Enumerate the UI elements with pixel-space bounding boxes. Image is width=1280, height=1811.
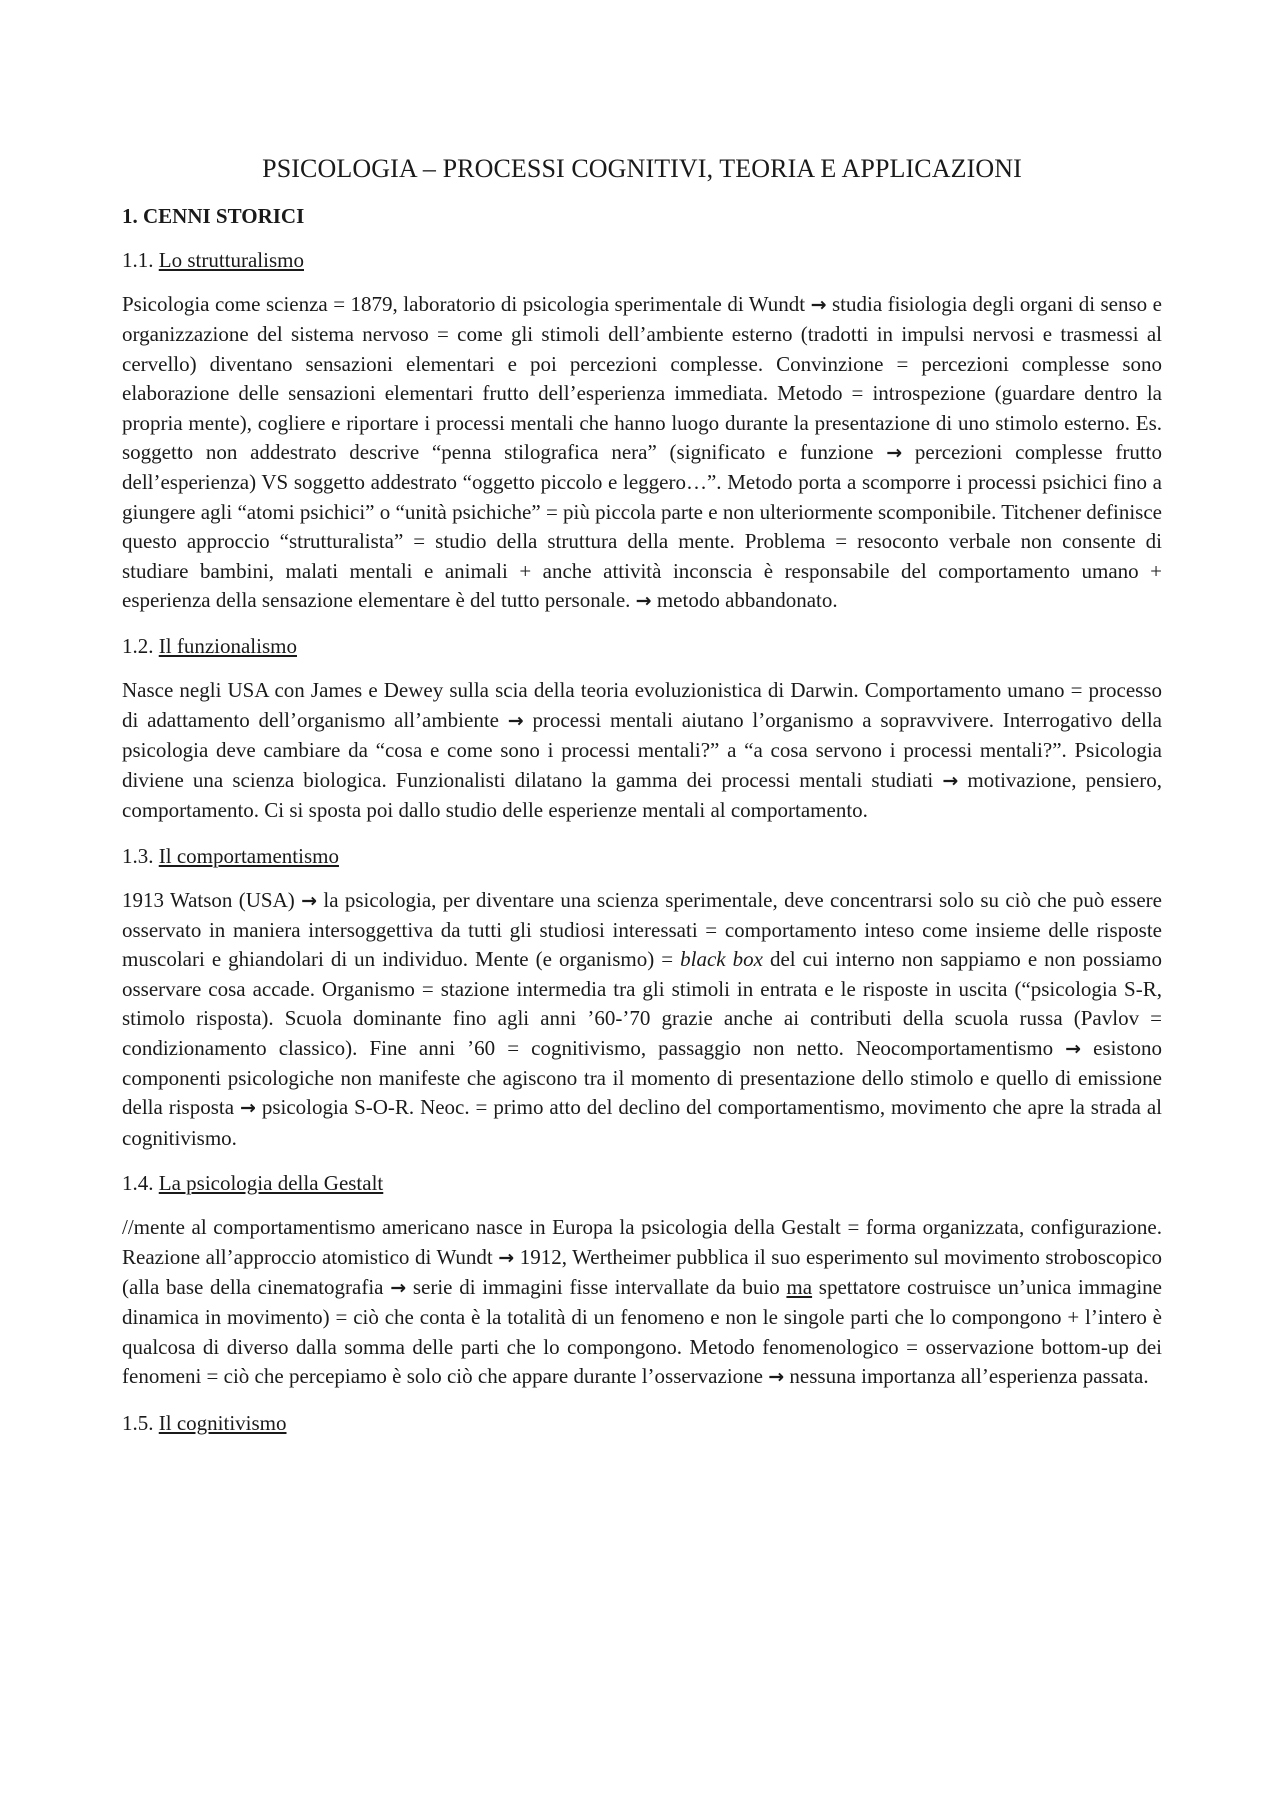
arrow-icon: → (498, 1246, 515, 1269)
paragraph-text: la psicologia, per diventare una scienza sperimentale, deve concentrarsi solo su ciò che può essere osservato in maniera intersoggettiva da tutti gli studiosi interessati = comportamento inteso come insieme delle risposte muscolari e ghiandolari di un individuo. Mente (e organismo) = (122, 887, 1162, 972)
section-heading-1-5 (122, 1409, 1162, 1437)
paragraph-text: motivazione, pensiero, comportamento. Ci si sposta poi dallo studio delle esperienze mentali al comportamento. (122, 767, 1162, 823)
section-number: 1.1. (122, 248, 154, 272)
paragraph-text: serie di immagini fisse intervallate da buio (406, 1274, 787, 1299)
paragraph-text: processi mentali aiutano l’organismo a sopravvivere. Interrogativo della psicologia deve cambiare da “cosa e come sono i processi mentali?” a “a cosa servono i processi mentali?”. Psicologia diviene una scienza biologica. Funzionalisti dilatano la gamma dei processi mentali studiati (122, 707, 1162, 792)
section-number: 1.2. (122, 634, 154, 659)
section-heading-1-2 (122, 632, 1162, 660)
document-content (122, 152, 1162, 1453)
paragraph-text: percezioni complesse frutto dell’esperienza) VS soggetto addestrato “oggetto piccolo e leggero…”. Metodo porta a scomporre i processi psichici fino a giungere agli “atomi psichici” o “unità psichiche” = più piccola parte e non ulteriormente scomponibile. Titchener definisce questo approccio “strutturalista” = studio della struttura della mente. Problema = resoconto verbale non consente di studiare bambini, malati mentali e animali + anche attività inconscia è responsabile del comportamento umano + esperienza della sensazione elementare è del tutto personale. (122, 440, 1163, 613)
section-title: Il cognitivismo (158, 1410, 287, 1435)
paragraph-text: esistono componenti psicologiche non manifeste che agiscono tra il momento di presentazione dello stimolo e quello di emissione della risposta (122, 1035, 1162, 1120)
paragraph-text: metodo abbandonato. (651, 588, 838, 613)
section-heading-1-3 (122, 842, 1162, 870)
paragraph-text: studia fisiologia degli organi di senso e organizzazione del sistema nervoso = come gli stimoli dell’ambiente esterno (tradotti in impulsi nervosi e trasmessi al cervello) diventano sensazioni elementari e poi percezioni complesse. Convinzione = percezioni complesse sono elaborazione delle sensazioni elementari frutto dell’esperienza immediata. Metodo = introspezione (guardare dentro la propria mente), cogliere e riportare i processi mentali che hanno luogo durante la presentazione di uno stimolo esterno. Es. soggetto non addestrato descrive “penna stilografica nera” (significato e funzione (122, 292, 1162, 465)
section-paragraph-1-2 (122, 676, 1162, 825)
paragraph-text: Psicologia come scienza = 1879, laboratorio di psicologia sperimentale di Wundt (122, 292, 811, 316)
arrow-icon: → (507, 709, 524, 732)
section-title: La psicologia della Gestalt (158, 1171, 384, 1196)
section-title: Il funzionalismo (158, 634, 297, 659)
paragraph-text: psicologia S-O-R. Neoc. = primo atto del declino del comportamentismo, movimento che apre la strada al cognitivismo. (122, 1095, 1162, 1150)
paragraph-text: Nasce negli USA con James e Dewey sulla scia della teoria evoluzionistica di Darwin. Comportamento umano = processo di adattamento dell’organismo all’ambiente (122, 678, 1162, 732)
italic-term: black box (680, 947, 763, 972)
paragraph-text: nessuna importanza all’esperienza passata. (784, 1364, 1149, 1389)
arrow-icon: → (942, 769, 959, 792)
section-heading-1-4 (122, 1169, 1162, 1197)
arrow-icon: → (810, 294, 827, 316)
paragraph-text: del cui interno non sappiamo e non possiamo osservare cosa accade. Organismo = stazione intermedia tra gli stimoli in entrata e le risposte in uscita (“psicologia S-R, stimolo risposta). Scuola dominante fino agli anni ’60-’70 grazie anche ai contributi della scuola russa (Pavlov = condizionamento classico). Fine anni ’60 = cognitivismo, passaggio non netto. Neocomportamentismo (122, 947, 1163, 1060)
paragraph-text: 1913 Watson (USA) (122, 887, 302, 912)
underlined-word: ma (786, 1274, 813, 1299)
arrow-icon: → (301, 889, 318, 912)
arrow-icon: → (635, 590, 652, 613)
paragraph-text: //mente al comportamentismo americano nasce in Europa la psicologia della Gestalt = forma organizzata, configurazione. Reazione all’approccio atomistico di Wundt (122, 1215, 1162, 1269)
chapter-heading: 1. CENNI STORICI (122, 204, 305, 228)
arrow-icon: → (390, 1276, 407, 1299)
section-paragraph-1-4 (122, 1213, 1162, 1392)
section-heading-1-1 (122, 246, 1162, 274)
paragraph-text: 1912, Wertheimer pubblica il suo esperimento sul movimento stroboscopico (alla base della cinematografia (122, 1244, 1163, 1299)
section-title: Lo strutturalismo (158, 248, 304, 272)
section-number: 1.4. (122, 1171, 154, 1196)
section-paragraph-1-1 (122, 290, 1162, 616)
arrow-icon: → (886, 442, 903, 465)
document-title: PSICOLOGIA – PROCESSI COGNITIVI, TEORIA E APPLICAZIONI (262, 154, 1022, 183)
section-title: Il comportamentismo (158, 843, 339, 868)
section-number: 1.3. (122, 843, 154, 868)
arrow-icon: → (768, 1366, 785, 1389)
section-paragraph-1-3 (122, 886, 1162, 1154)
paragraph-text: spettatore costruisce un’unica immagine dinamica in movimento) = ciò che conta è la totalità di un fenomeno e non le singole parti che lo compongono + l’intero è qualcosa di diverso dalla somma delle parti che lo compongono. Metodo fenomenologico = osservazione bottom-up dei fenomeni = ciò che percepiamo è solo ciò che appare durante l’osservazione (122, 1274, 1162, 1389)
section-number: 1.5. (122, 1410, 154, 1435)
arrow-icon: → (1065, 1037, 1082, 1060)
arrow-icon: → (239, 1097, 256, 1120)
